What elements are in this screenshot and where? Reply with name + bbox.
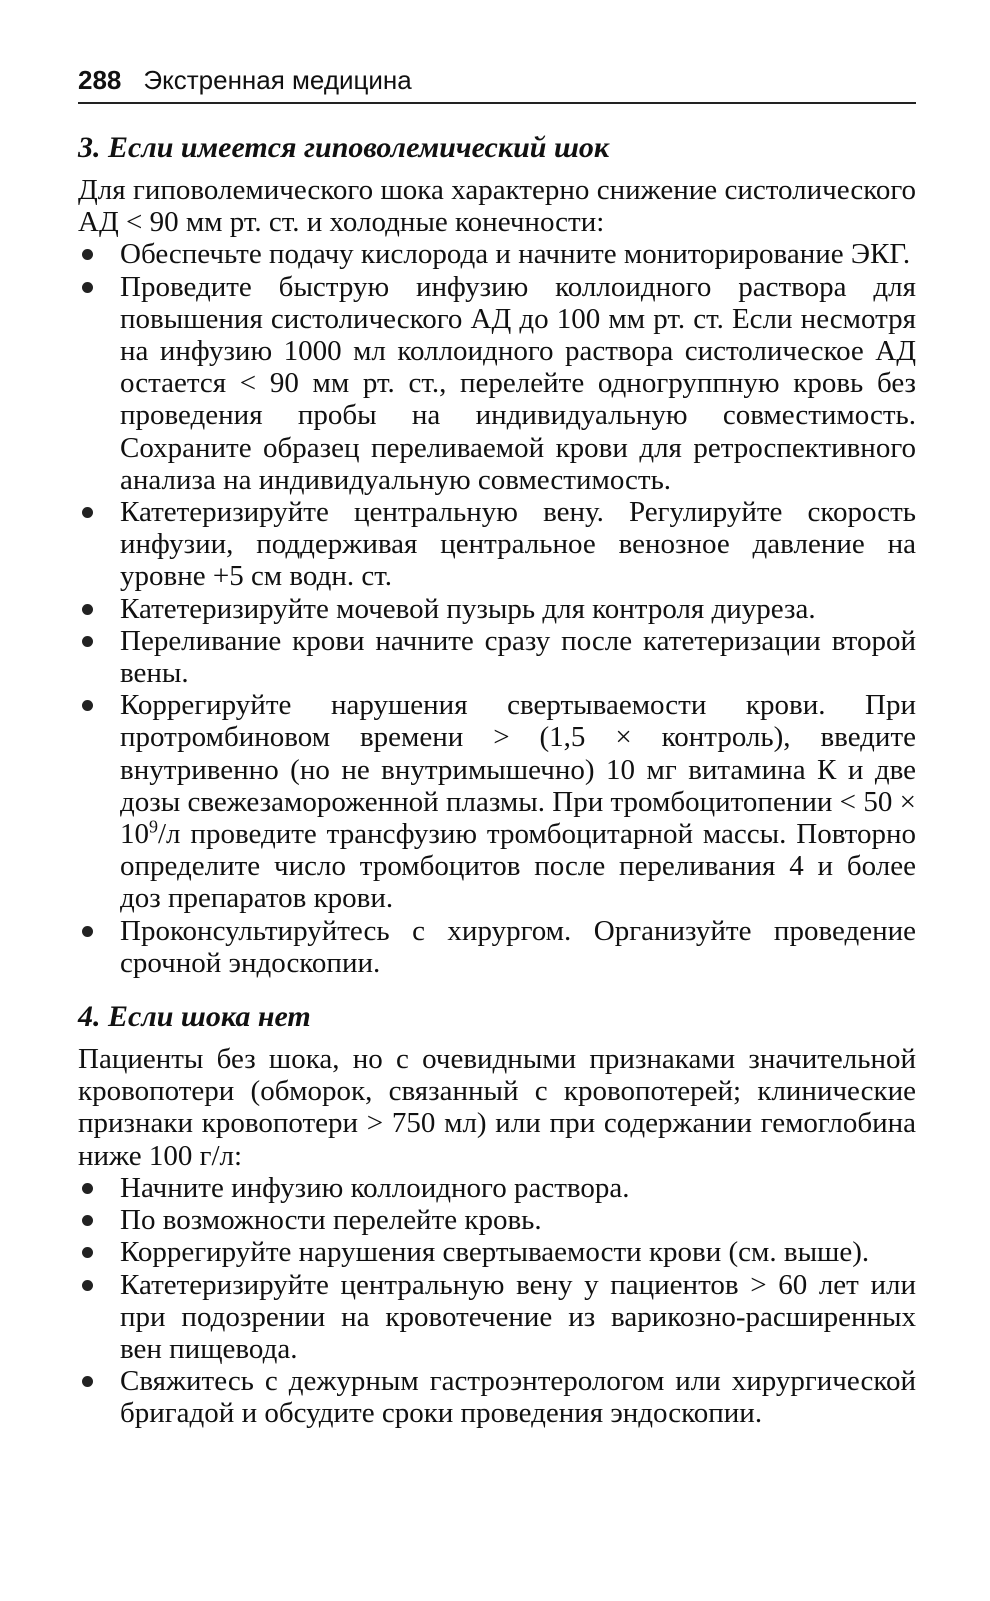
list-item xyxy=(78,1365,916,1429)
bullet-icon xyxy=(82,1183,93,1194)
list-item-text: Проконсультируйтесь с хирургом. Организуйте проведение срочной эндоскопии. xyxy=(120,914,916,979)
page-content xyxy=(78,128,916,1430)
bullet-icon xyxy=(82,1280,93,1291)
list-item-text: Обеспечьте подачу кислорода и начните мониторирование ЭКГ. xyxy=(120,238,911,271)
list-item xyxy=(78,915,916,979)
bullet-icon xyxy=(82,636,93,647)
list-item xyxy=(78,689,916,914)
list-item xyxy=(78,1269,916,1366)
bullet-icon xyxy=(82,926,93,937)
list-item-text: Катетеризируйте мочевой пузырь для контроля диуреза. xyxy=(120,592,816,625)
bullet-icon xyxy=(82,249,93,260)
list-item xyxy=(78,238,916,270)
list-item xyxy=(78,271,916,496)
page-number: 288 xyxy=(78,65,122,95)
list-item-text: Свяжитесь с дежурным гастроэнтерологом или хирургической бригадой и обсудите сроки проведения эндоскопии. xyxy=(120,1365,916,1430)
exponent: 9 xyxy=(149,816,158,837)
list-item xyxy=(78,593,916,625)
bullet-icon xyxy=(82,507,93,518)
running-header xyxy=(78,58,916,104)
list-item-text: Катетеризируйте центральную вену у пациентов > 60 лет или при подозрении на кровотечение из варикозно-расширенных вен пищевода. xyxy=(120,1268,916,1365)
list-item-text: Начните инфузию коллоидного раствора. xyxy=(120,1171,630,1204)
section-4-list xyxy=(78,1172,916,1430)
bullet-icon xyxy=(82,700,93,711)
section-4-intro: Пациенты без шока, но с очевидными признаками значительной кровопотери (обморок, связанный с кровопотерей; клинические признаки кровопотери > 750 мл) или при содержании гемоглобина ниже 100 г/л: xyxy=(78,1043,916,1172)
list-item xyxy=(78,1236,916,1268)
list-item xyxy=(78,625,916,689)
bullet-icon xyxy=(82,1247,93,1258)
section-4-title: 4. Если шока нет xyxy=(78,1000,311,1034)
list-item-text: Переливание крови начните сразу после катетеризации второй вены. xyxy=(120,624,916,690)
list-item-text-post: /л проведите трансфузию тромбоцитарной массы. Повторно определите число тромбоцитов после переливания 4 и более доз препаратов крови. xyxy=(120,818,916,915)
section-3-list xyxy=(78,238,916,979)
section-3-title: 3. Если имеется гиповолемический шок xyxy=(78,131,610,164)
list-item xyxy=(78,496,916,593)
running-title: Экстренная медицина xyxy=(143,65,412,95)
section-3-intro: Для гиповолемического шока характерно снижение систолического АД < 90 мм рт. ст. и холодные конечности: xyxy=(78,174,916,239)
bullet-icon xyxy=(82,604,93,615)
list-item-text-pre: Коррегируйте нарушения свертываемости крови. При протромбиновом времени > (1,5 × контроль), введите внутривенно (но не внутримышечно) 10 мг витамина К и две дозы свежезамороженной плазмы. При тромбоцитопении < 50 × 10 xyxy=(120,689,916,851)
list-item-text: Катетеризируйте центральную вену. Регулируйте скорость инфузии, поддерживая центральное венозное давление на уровне +5 см водн. ст. xyxy=(120,496,916,593)
list-item xyxy=(78,1172,916,1204)
list-item xyxy=(78,1204,916,1236)
list-item-text: Коррегируйте нарушения свертываемости крови (см. выше). xyxy=(120,1236,870,1269)
bullet-icon xyxy=(82,1215,93,1226)
list-item-text: Проведите быструю инфузию коллоидного раствора для повышения систолического АД до 100 мм рт. ст. Если несмотря на инфузию 1000 мл коллоидного раствора систолическое АД остается < 90 мм рт. ст., перелейте одногруппную кровь без проведения пробы на индивидуальную совместимость. Сохраните образец переливаемой крови для ретроспективного анализа на индивидуальную совместимость. xyxy=(120,270,916,496)
bullet-icon xyxy=(82,282,93,293)
list-item-text: По возможности перелейте кровь. xyxy=(120,1204,542,1237)
bullet-icon xyxy=(82,1376,93,1387)
